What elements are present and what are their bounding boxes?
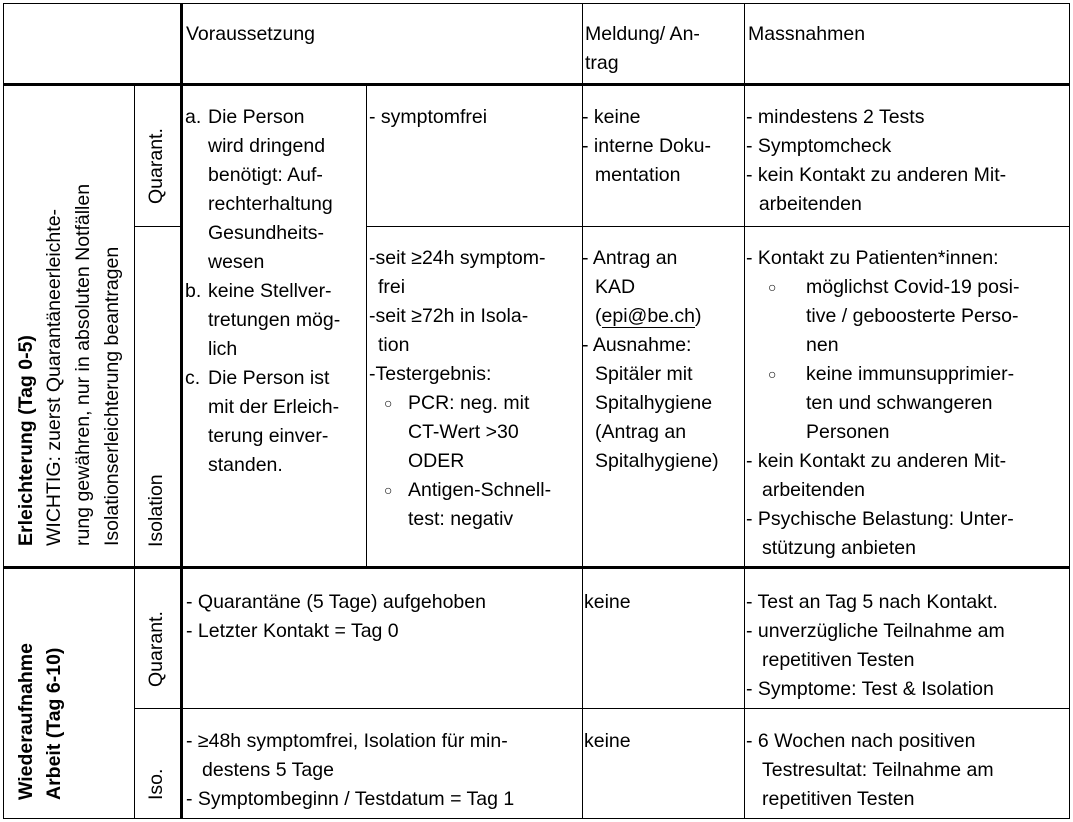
condition-a-line: benötigt: Auf- [208,164,323,186]
bullet-circle-icon: ○ [768,279,777,295]
condition-a-line: rechterhaltung [208,193,333,215]
bullet-circle-icon: ○ [384,395,393,411]
divider-massnahmen-col [744,3,745,819]
erl-quarant-meldung: mentation [584,164,681,186]
erl-iso-meldung-email[interactable]: (epi@be.ch) [595,305,702,327]
erl-iso-condition: -seit ≥72h in Isola- [369,305,529,327]
kontakt-sub-line: Personen [806,421,890,443]
erl-iso-massnahme: arbeitenden [762,479,866,501]
border-left [3,3,4,819]
condition-b-marker: b. [185,280,202,302]
erl-quarant-massnahme: - mindestens 2 Tests [746,106,925,128]
erleichterung-note-2: rung gewähren, nur in absoluten Notfällen [72,183,94,546]
condition-c-marker: c. [185,367,201,389]
erl-iso-meldung: Spitalhygiene) [595,450,719,472]
header-massnahmen: Massnahmen [748,23,866,45]
erl-iso-massnahme: - Kontakt zu Patienten*innen: [746,247,999,269]
test-item-line: Antigen-Schnell- [408,479,552,501]
kontakt-sub-line: ten und schwangeren [806,392,993,414]
erl-iso-condition: -Testergebnis: [369,363,492,385]
test-item-line: CT-Wert >30 [408,421,519,443]
erl-iso-massnahme: stützung anbieten [762,537,916,559]
condition-a-line: wird dringend [208,135,326,157]
divider-label-col [134,86,135,819]
erl-iso-massnahme: - kein Kontakt zu anderen Mit- [746,450,1007,472]
wa-quarant-condition: - Quarantäne (5 Tage) aufgehoben [186,591,486,613]
wa-iso-condition: destens 5 Tage [202,759,334,781]
erl-iso-meldung: (Antrag an [595,421,687,443]
erl-iso-meldung: Spitäler mit [595,363,693,385]
divider-condition-col [366,86,367,566]
erl-quarant-meldung: - interne Doku- [582,135,711,157]
test-item-line: test: negativ [408,508,514,530]
condition-c-line: mit der Erleich- [208,396,340,418]
erleichterung-note-1: WICHTIG: zuerst Quarantäneerleichte- [43,208,65,546]
divider-quarant-isolation-right [366,226,1070,227]
condition-a-marker: a. [185,106,202,128]
condition-c-line: terung einver- [208,425,329,447]
wa-iso-massnahme: Testresultat: Teilnahme am [762,759,994,781]
erl-iso-massnahme: - Psychische Belastung: Unter- [746,508,1014,530]
erleichterung-quarant-label: Quarant. [145,128,167,204]
wa-iso-condition: - Symptombeginn / Testdatum = Tag 1 [186,788,515,810]
wa-quarant-massnahme: - Test an Tag 5 nach Kontakt. [746,591,998,613]
condition-a-line: wesen [208,251,265,273]
wa-iso-meldung: keine [584,730,631,752]
erl-iso-condition: -seit ≥24h symptom- [369,247,546,269]
condition-a-line: Die Person [208,106,305,128]
kontakt-sub-line: möglichst Covid-19 posi- [806,276,1020,298]
wiederaufnahme-iso-label: Iso. [145,768,167,800]
divider-thick-header [3,83,1070,86]
erl-iso-meldung: Spitalhygiene [595,392,713,414]
erl-iso-meldung: KAD [595,276,636,298]
kontakt-sub-line: nen [806,334,839,356]
wiederaufnahme-title-2: Arbeit (Tag 6-10) [43,647,65,800]
kontakt-sub-line: tive / geboosterte Perso- [806,305,1019,327]
header-voraussetzung: Voraussetzung [186,23,316,45]
wa-iso-massnahme: repetitiven Testen [762,788,915,810]
erleichterung-title: Erleichterung (Tag 0-5) [15,335,37,546]
wa-iso-massnahme: - 6 Wochen nach positiven [746,730,976,752]
header-meldung-line1: Meldung/ An- [585,23,700,45]
bullet-circle-icon: ○ [384,482,393,498]
erl-quarant-condition: - symptomfrei [369,106,488,128]
wiederaufnahme-title-1: Wiederaufnahme [15,643,37,800]
wa-quarant-massnahme: repetitiven Testen [762,649,915,671]
kontakt-sub-line: keine immunsupprimier- [806,363,1015,385]
condition-b-line: tretungen mög- [208,309,341,331]
border-bottom [3,818,1070,819]
condition-b-line: lich [208,338,238,360]
erl-iso-condition: frei [378,276,406,298]
border-right [1069,3,1070,819]
divider-wieder-rows [134,708,1070,709]
divider-quarant-isolation [134,226,183,227]
wa-quarant-condition: - Letzter Kontakt = Tag 0 [186,620,399,642]
wiederaufnahme-quarant-label: Quarant. [145,611,167,687]
erl-iso-meldung: - Antrag an [582,247,678,269]
header-meldung-line2: trag [585,52,619,74]
wa-quarant-massnahme: - Symptome: Test & Isolation [746,678,994,700]
email-link[interactable]: epi@be.ch [601,305,696,327]
erl-iso-condition: tion [378,334,410,356]
condition-c-line: Die Person ist [208,367,330,389]
test-item-line: PCR: neg. mit [408,392,530,414]
border-top [3,3,1070,4]
condition-c-line: standen. [208,454,283,476]
wa-iso-condition: - ≥48h symptomfrei, Isolation für min- [186,730,508,752]
test-item-line: ODER [408,450,465,472]
erleichterung-isolation-label: Isolation [145,474,167,547]
erl-quarant-massnahme: arbeitenden [748,193,862,215]
erl-iso-meldung: - Ausnahme: [582,334,692,356]
wa-quarant-massnahme: - unverzügliche Teilnahme am [746,620,1005,642]
divider-thick-section [3,566,1070,569]
condition-b-line: keine Stellver- [208,280,332,302]
wa-quarant-meldung: keine [584,591,631,613]
erleichterung-note-3: Isolationserleichterung beantragen [101,246,123,546]
erl-quarant-massnahme: - Symptomcheck [746,135,892,157]
condition-a-line: Gesundheits- [208,222,324,244]
divider-thick-vertical [180,3,183,819]
erl-quarant-massnahme: - kein Kontakt zu anderen Mit- [746,164,1007,186]
bullet-circle-icon: ○ [768,366,777,382]
erl-quarant-meldung: - keine [582,106,641,128]
